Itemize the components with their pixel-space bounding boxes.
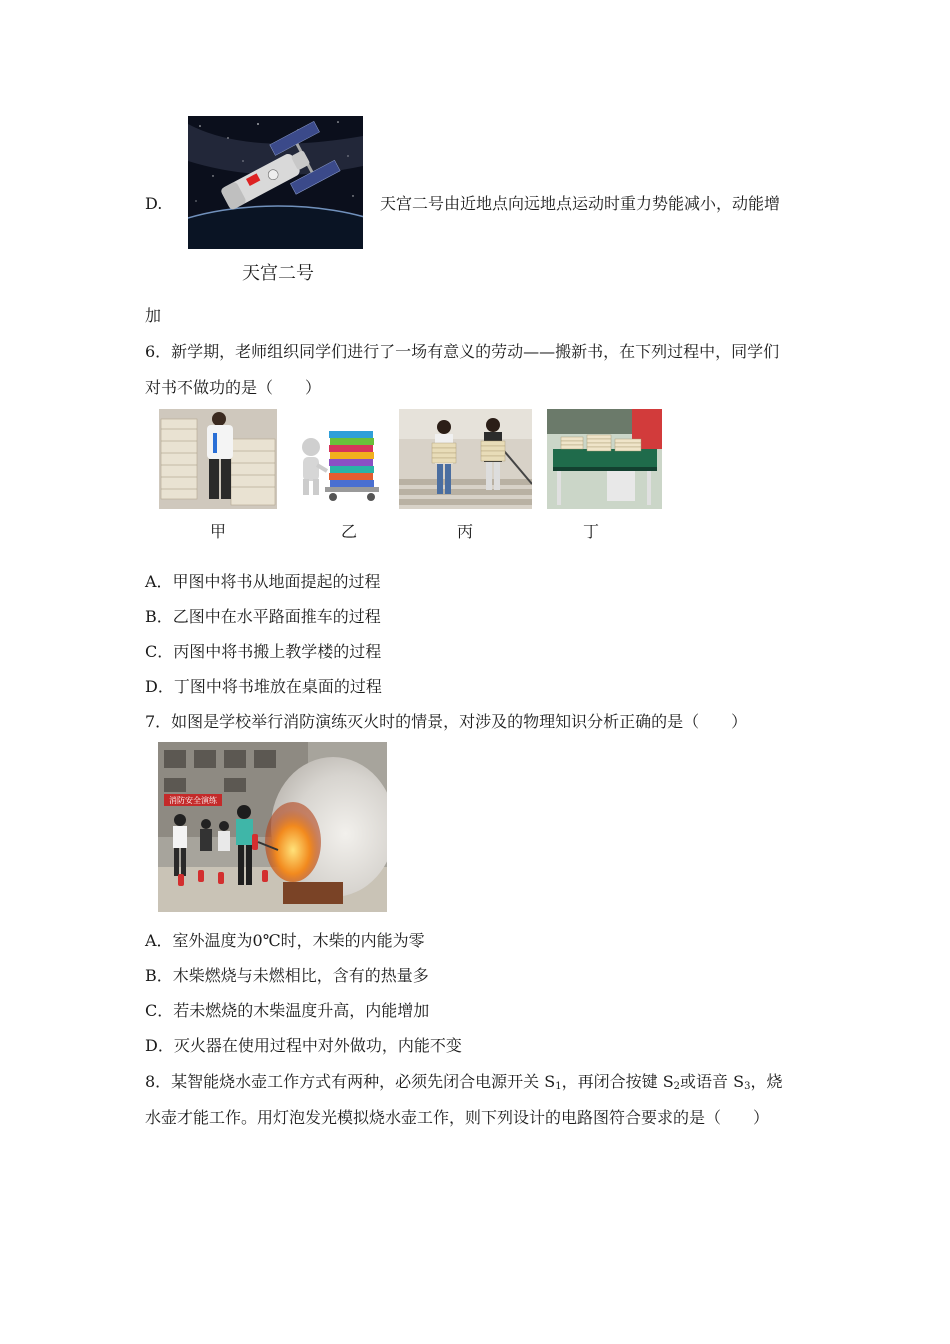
q7-option-a: A．室外温度为0℃时，木柴的内能为零	[145, 931, 425, 950]
q8-stem-part-d: ，烧	[750, 1072, 783, 1091]
q5-option-d-text-cont: 加	[145, 306, 162, 325]
q6-image-jia	[159, 409, 277, 509]
q8-sub-3: 3	[744, 1081, 751, 1092]
q8-sub-1: 1	[555, 1081, 562, 1092]
q6-option-c: C．丙图中将书搬上教学楼的过程	[145, 642, 382, 661]
q6-caption-bing: 丙	[456, 522, 473, 541]
q5-option-d-label: D.	[145, 194, 163, 213]
q6-option-a: A．甲图中将书从地面提起的过程	[145, 572, 381, 591]
q6-caption-jia: 甲	[209, 522, 226, 541]
q6-caption-yi: 乙	[340, 522, 357, 541]
q8-stem-line1	[145, 1072, 783, 1097]
tiangong-2-image	[188, 116, 363, 249]
q6-image-bing	[399, 409, 532, 509]
q6-option-b: B．乙图中在水平路面推车的过程	[145, 607, 381, 626]
tiangong-2-caption: 天宫二号	[242, 263, 314, 284]
fire-drill-banner-text: 消防安全演练	[169, 796, 217, 805]
q8-stem-part-a: 8．某智能烧水壶工作方式有两种，必须先闭合电源开关 S	[145, 1072, 556, 1091]
q6-option-d: D．丁图中将书堆放在桌面的过程	[145, 677, 382, 696]
q6-image-ding	[547, 409, 662, 509]
q8-stem-part-b: ，再闭合按键 S	[561, 1072, 674, 1091]
q6-stem-line1: 6．新学期，老师组织同学们进行了一场有意义的劳动——搬新书，在下列过程中，同学们	[145, 342, 780, 361]
q5-option-d-text: 天宫二号由近地点向远地点运动时重力势能减小，动能增	[380, 194, 781, 213]
q7-option-d: D．灭火器在使用过程中对外做功，内能不变	[145, 1036, 462, 1055]
fire-drill-image	[158, 742, 387, 912]
q6-image-yi	[289, 409, 389, 509]
q6-stem-line2: 对书不做功的是（ ）	[145, 378, 322, 397]
q8-stem-line2: 水壶才能工作。用灯泡发光模拟烧水壶工作，则下列设计的电路图符合要求的是（ ）	[145, 1108, 770, 1127]
q8-stem-part-c: 或语音 S	[680, 1072, 745, 1091]
q7-stem: 7．如图是学校举行消防演练灭火时的情景，对涉及的物理知识分析正确的是（ ）	[145, 712, 748, 731]
q6-caption-ding: 丁	[582, 522, 599, 541]
q7-option-c: C．若未燃烧的木柴温度升高，内能增加	[145, 1001, 430, 1020]
q7-option-b: B．木柴燃烧与未燃相比，含有的热量多	[145, 966, 429, 985]
q8-sub-2: 2	[673, 1081, 681, 1092]
